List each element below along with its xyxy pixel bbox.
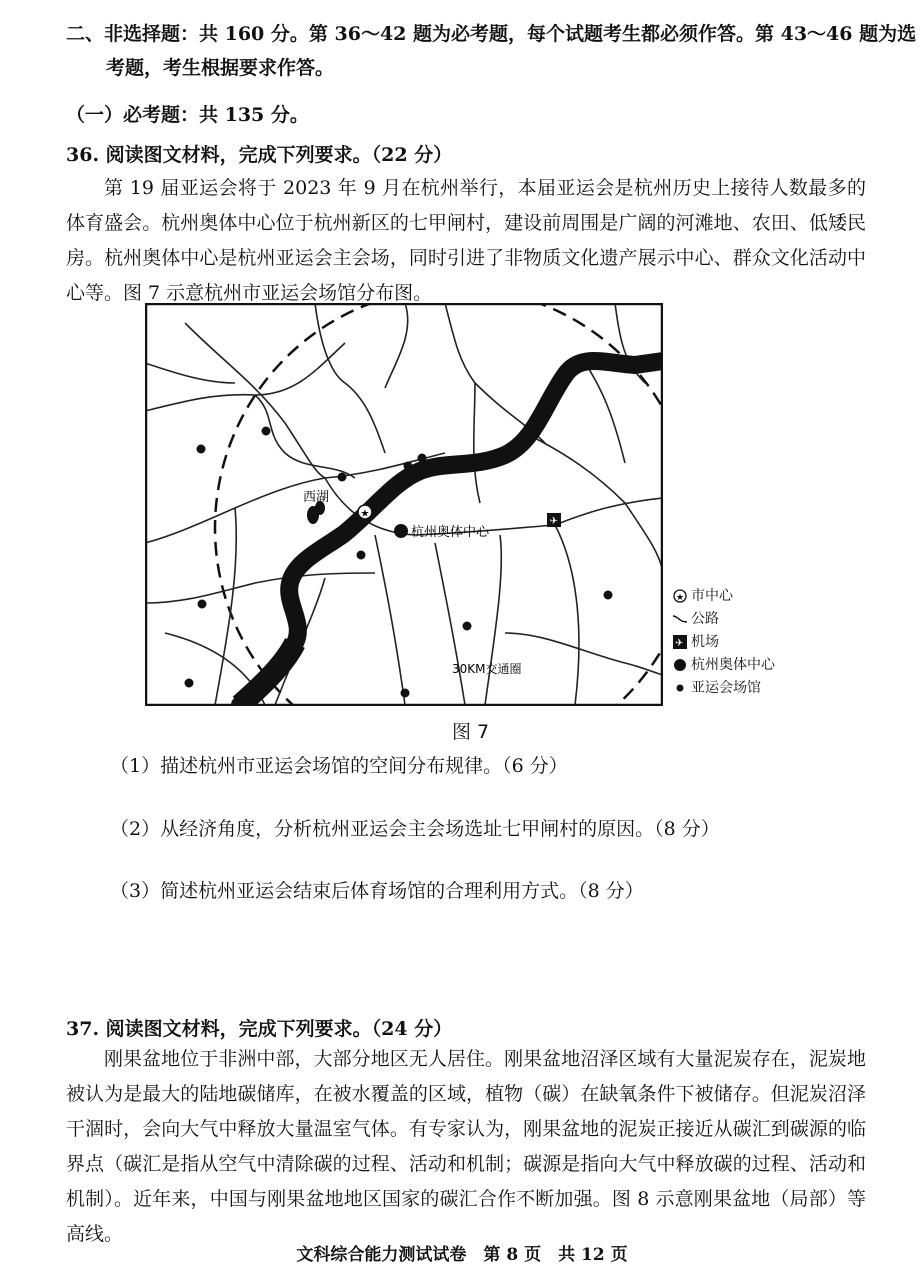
west-lake-label: 西湖 xyxy=(303,490,330,505)
venue-dot xyxy=(357,551,366,560)
hangzhou-venue-map xyxy=(145,303,663,706)
ring-label: 30KM交通圈 xyxy=(452,662,522,676)
venue-dot xyxy=(463,622,472,631)
q36-title: 36. 阅读图文材料，完成下列要求。（22 分） xyxy=(66,144,453,166)
venue-dot xyxy=(198,600,207,609)
olympic-center-icon xyxy=(394,524,408,538)
olympic-center-legend-icon xyxy=(673,658,687,672)
legend-city-center xyxy=(673,587,733,605)
venue-dot xyxy=(197,445,206,454)
legend-olympic-center xyxy=(673,656,775,674)
q36-sub-3: （3）简述杭州亚运会结束后体育场馆的合理利用方式。（8 分） xyxy=(110,880,644,902)
road-legend-icon xyxy=(673,612,687,626)
section-heading-cont: 考题，考生根据要求作答。 xyxy=(106,57,335,79)
section-heading: 二、非选择题：共 160 分。第 36～42 题为必考题，每个试题考生都必须作答。第 43～46 题为选 xyxy=(66,23,917,45)
q36-paragraph: 第 19 届亚运会将于 2023 年 9 月在杭州举行，本届亚运会是杭州历史上接待人数最多的体育盛会。杭州奥体中心位于杭州新区的七甲闸村，建设前周围是广阔的河滩地、农田、低矮民房。杭州奥体中心是杭州亚运会主会场，同时引进了非物质文化遗产展示中心、群众文化活动中心等。图 7 示意杭州市亚运会场馆分布图。 xyxy=(66,177,866,304)
legend-label: 机场 xyxy=(691,634,719,650)
svg-text:★: ★ xyxy=(360,508,370,520)
q36-sub-2: （2）从经济角度，分析杭州亚运会主会场选址七甲闸村的原因。（8 分） xyxy=(110,818,720,840)
venue-dot xyxy=(404,462,413,471)
q37-paragraph: 刚果盆地位于非洲中部，大部分地区无人居住。刚果盆地沼泽区域有大量泥炭存在，泥炭地被认为是最大的陆地碳储库，在被水覆盖的区域，植物（碳）在缺氧条件下被储存。但泥炭沼泽干涸时，会向大气中释放大量温室气体。有专家认为，刚果盆地的泥炭正接近从碳汇到碳源的临界点（碳汇是指从空气中清除碳的过程、活动和机制；碳源是指向大气中释放碳的过程、活动和机制）。近年来，中国与刚果盆地地区国家的碳汇合作不断加强。图 8 示意刚果盆地（局部）等高线。 xyxy=(66,1048,866,1245)
airport-legend-icon xyxy=(673,635,687,649)
legend-label: 公路 xyxy=(691,611,719,627)
legend-airport xyxy=(673,633,719,651)
olympic-center-label: 杭州奥体中心 xyxy=(411,525,490,540)
venue-legend-icon xyxy=(673,681,687,695)
svg-text:★: ★ xyxy=(676,593,685,603)
svg-text:✈: ✈ xyxy=(675,638,684,649)
venue-dot xyxy=(604,591,613,600)
venue-dot xyxy=(185,679,194,688)
venue-dot xyxy=(338,473,347,482)
legend-label: 市中心 xyxy=(691,588,733,604)
airport-icon xyxy=(547,513,561,527)
legend-label: 杭州奥体中心 xyxy=(691,657,775,673)
legend-road xyxy=(673,610,719,628)
venue-dot xyxy=(401,689,410,698)
page-footer: 文科综合能力测试试卷 第 8 页 共 12 页 xyxy=(296,1245,628,1265)
venue-dot xyxy=(262,427,271,436)
q36-sub-1: （1）描述杭州市亚运会场馆的空间分布规律。（6 分） xyxy=(110,755,568,777)
q37-title: 37. 阅读图文材料，完成下列要求。（24 分） xyxy=(66,1018,453,1040)
legend-venue xyxy=(673,679,761,697)
legend-label: 亚运会场馆 xyxy=(691,680,761,696)
figure-caption: 图 7 xyxy=(452,721,490,743)
city-center-legend-icon xyxy=(673,589,687,603)
city-center-icon xyxy=(358,505,372,520)
part-heading: （一）必考题：共 135 分。 xyxy=(66,104,309,126)
svg-text:✈: ✈ xyxy=(549,516,558,527)
venue-dot xyxy=(418,454,427,463)
